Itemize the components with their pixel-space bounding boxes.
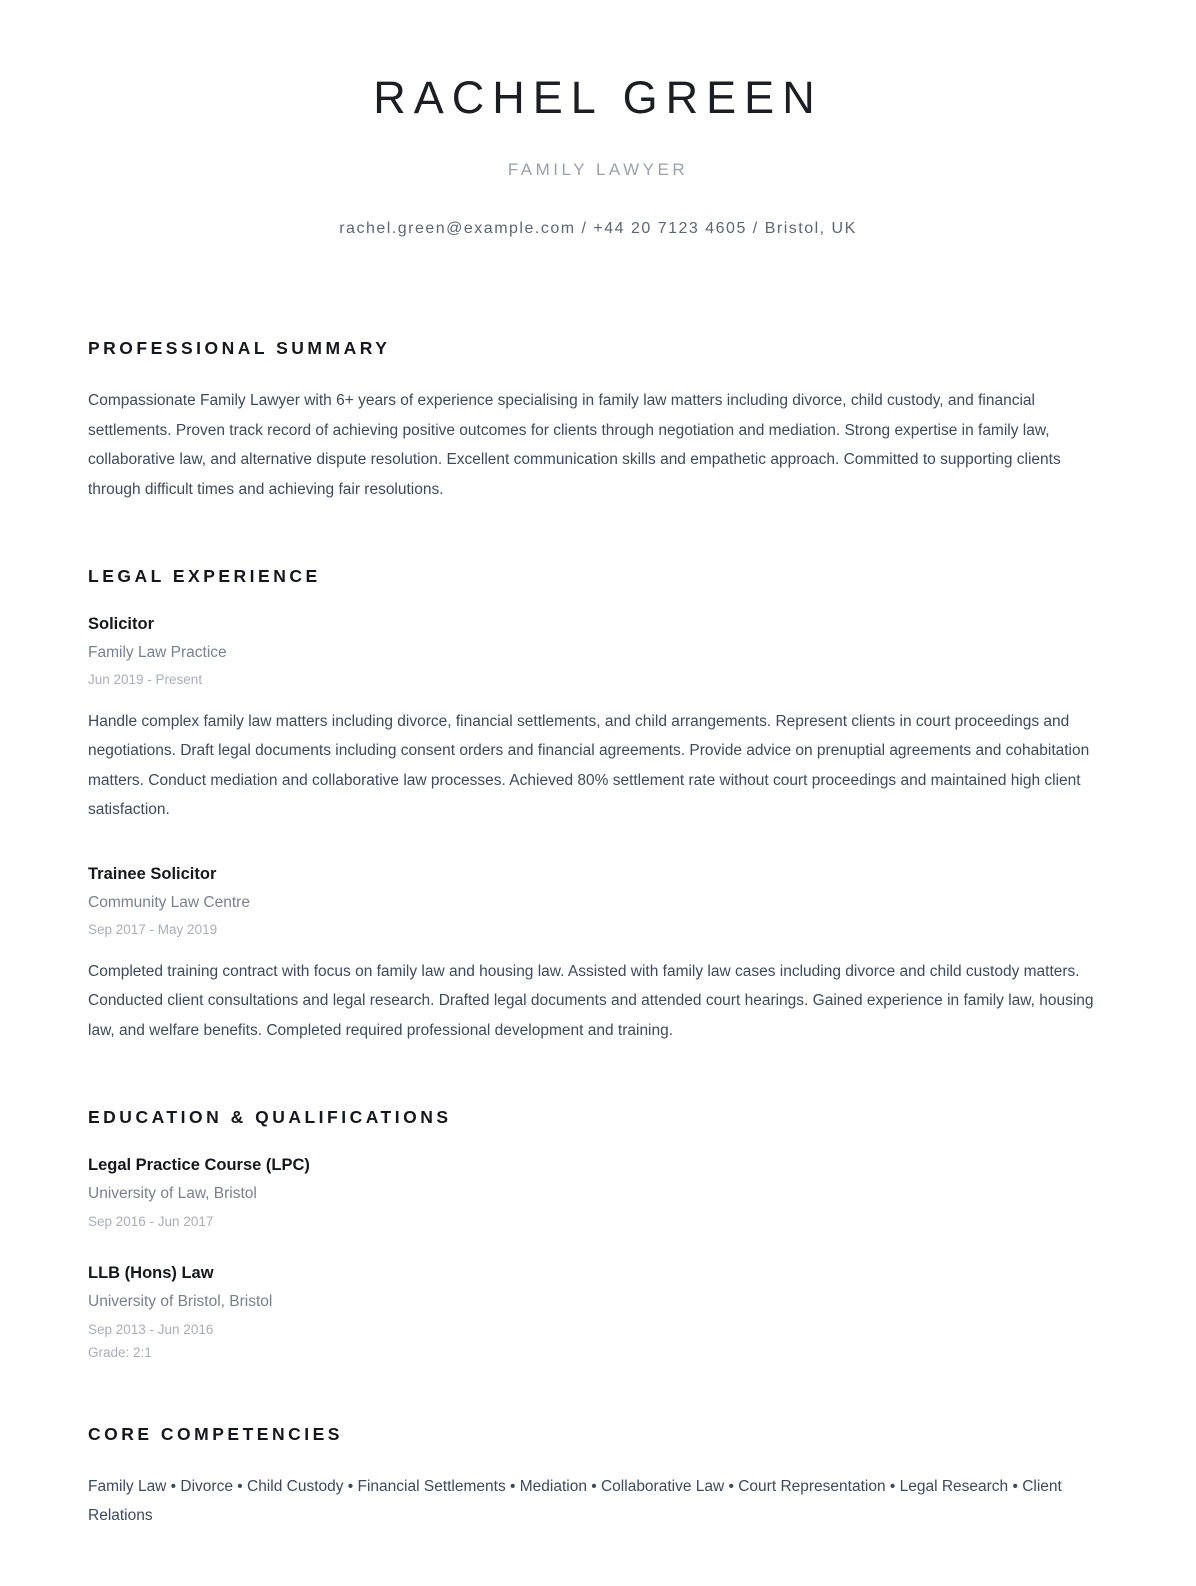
school-name: University of Bristol, Bristol xyxy=(88,1293,273,1311)
candidate-title: FAMILY LAWYER xyxy=(507,160,689,179)
education-entry xyxy=(88,1156,1108,1230)
experience-heading: LEGAL EXPERIENCE xyxy=(88,566,321,586)
summary-heading: PROFESSIONAL SUMMARY xyxy=(88,338,391,358)
job-description: Completed training contract with focus on family law and housing law. Assisted with family law cases including divorce and child custody matters. Conducted client consultations and legal research. Drafted legal documents and attended court hearings. Gained experience in family law, housing law, and welfare benefits. Completed required professional development and training. xyxy=(88,962,1094,1039)
job-dates: Sep 2017 - May 2019 xyxy=(88,922,218,938)
education-heading: EDUCATION & QUALIFICATIONS xyxy=(88,1107,452,1128)
candidate-name: RACHEL GREEN xyxy=(373,72,823,123)
job-title: Solicitor xyxy=(88,615,155,633)
school-name: University of Law, Bristol xyxy=(88,1185,257,1203)
education-dates: Sep 2013 - Jun 2016 xyxy=(88,1321,214,1337)
section-professional-summary xyxy=(88,338,1108,504)
resume-header xyxy=(88,72,1108,238)
competencies-list: Family Law • Divorce • Child Custody • Financial Settlements • Mediation • Collaborative Law • Court Representation • Legal Research • Client Relations xyxy=(88,1477,1062,1525)
contact-line: rachel.green@example.com / +44 20 7123 4605 / Bristol, UK xyxy=(339,220,857,237)
job-dates: Jun 2019 - Present xyxy=(88,672,203,688)
job-title: Trainee Solicitor xyxy=(88,864,217,883)
job-description: Handle complex family law matters including divorce, financial settlements, and child arrangements. Represent clients in court proceedings and negotiations. Draft legal documents including consent orders and financial agreements. Provide advice on prenuptial agreements and cohabitation matters. Conduct mediation and collaborative law processes. Achieved 80% settlement rate without court proceedings and maintained high client satisfaction. xyxy=(88,712,1090,819)
job-entry xyxy=(88,865,1108,1045)
degree-title: Legal Practice Course (LPC) xyxy=(88,1156,310,1175)
section-education xyxy=(88,1107,1108,1361)
job-company: Family Law Practice xyxy=(88,643,227,661)
education-grade: Grade: 2:1 xyxy=(88,1345,152,1361)
competencies-heading: CORE COMPETENCIES xyxy=(88,1423,343,1444)
section-legal-experience xyxy=(88,566,1108,1045)
education-dates: Sep 2016 - Jun 2017 xyxy=(88,1213,214,1229)
degree-title: LLB (Hons) Law xyxy=(88,1264,214,1283)
education-entry xyxy=(88,1264,1108,1361)
summary-text: Compassionate Family Lawyer with 6+ years of experience specialising in family law matters including divorce, child custody, and financial settlements. Proven track record of achieving positive outcomes for clients through negotiation and mediation. Strong expertise in family law, collaborative law, and alternative dispute resolution. Excellent communication skills and empathetic approach. Committed to supporting clients through difficult times and achieving fair resolutions. xyxy=(88,392,1061,498)
section-core-competencies xyxy=(88,1424,1108,1531)
job-entry xyxy=(88,615,1108,825)
job-company: Community Law Centre xyxy=(88,893,250,911)
